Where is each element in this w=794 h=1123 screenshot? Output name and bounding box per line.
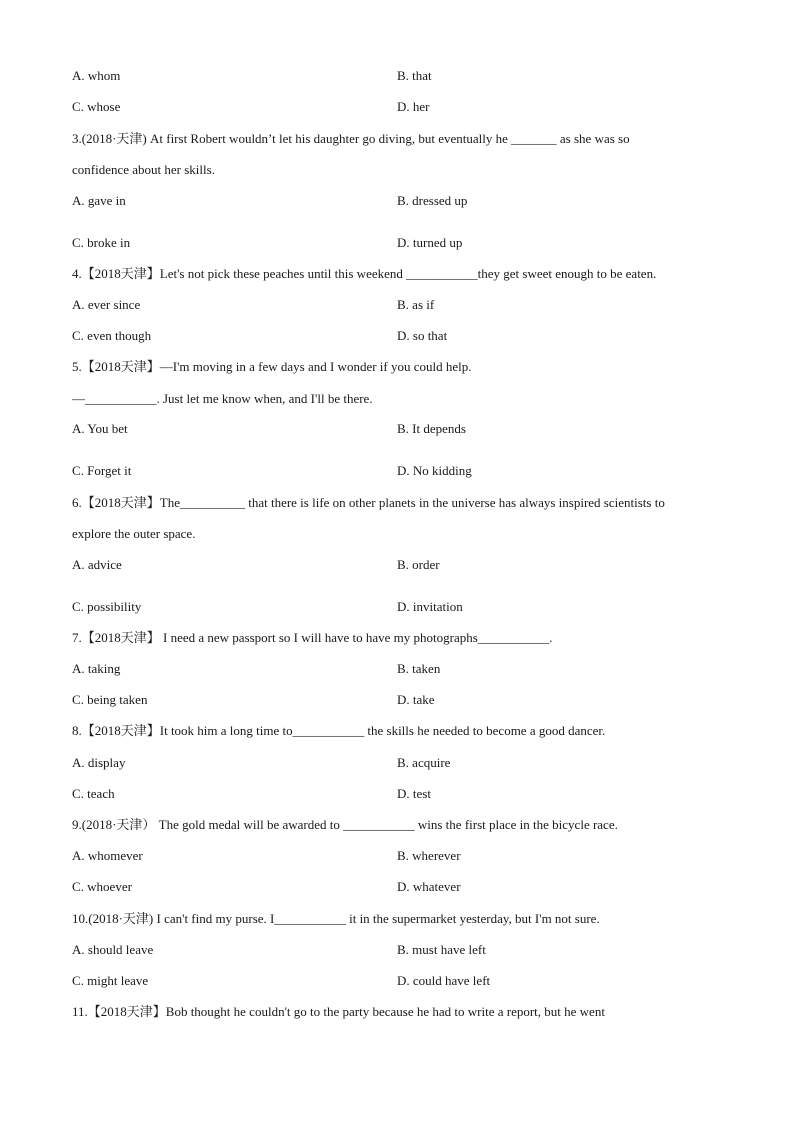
question-7-option-a: A. taking <box>72 661 121 676</box>
question-9-option-c: C. whoever <box>72 879 132 894</box>
question-3-stem-line-1: 3.(2018·天津) At first Robert wouldn’t let his daughter go diving, but eventually he _______ as she was so <box>72 131 630 146</box>
question-4-option-c: C. even though <box>72 328 152 343</box>
question-7-stem: 7.【2018天津】 I need a new passport so I will have to have my photographs___________. <box>72 630 553 645</box>
question-5-option-b: B. It depends <box>397 421 466 436</box>
question-6-option-b: B. order <box>397 557 440 572</box>
question-5-option-c: C. Forget it <box>72 463 132 478</box>
question-7-option-b: B. taken <box>397 661 441 676</box>
question-6-stem-line-1: 6.【2018天津】The__________ that there is life on other planets in the universe has always inspired scientists to <box>72 495 665 510</box>
question-8-option-b: B. acquire <box>397 755 451 770</box>
question-10-option-c: C. might leave <box>72 973 149 988</box>
question-7-option-d: D. take <box>397 692 435 707</box>
question-3-option-c: C. broke in <box>72 235 131 250</box>
question-4-option-d: D. so that <box>397 328 448 343</box>
question-5-stem-line-2: —___________. Just let me know when, and I'll be there. <box>72 391 373 406</box>
option-a: A. whom <box>72 68 121 83</box>
question-8-option-d: D. test <box>397 786 431 801</box>
option-c: C. whose <box>72 99 121 114</box>
question-5-option-d: D. No kidding <box>397 463 472 478</box>
question-5-stem-line-1: 5.【2018天津】—I'm moving in a few days and I wonder if you could help. <box>72 359 472 374</box>
question-3-option-b: B. dressed up <box>397 193 468 208</box>
question-10-option-a: A. should leave <box>72 942 154 957</box>
question-6-stem-line-2: explore the outer space. <box>72 526 196 541</box>
option-d: D. her <box>397 99 430 114</box>
question-9-stem: 9.(2018·天津） The gold medal will be awarded to ___________ wins the first place in the bicycle race. <box>72 817 618 832</box>
question-4-option-b: B. as if <box>397 297 435 312</box>
question-4-stem: 4.【2018天津】Let's not pick these peaches until this weekend ___________they get sweet enough to be eaten. <box>72 266 657 281</box>
question-11-stem: 11.【2018天津】Bob thought he couldn't go to the party because he had to write a report, but he went <box>72 1004 605 1019</box>
question-9-option-d: D. whatever <box>397 879 461 894</box>
question-8-option-a: A. display <box>72 755 126 770</box>
question-3-option-a: A. gave in <box>72 193 126 208</box>
question-3-stem-line-2: confidence about her skills. <box>72 162 215 177</box>
question-10-option-b: B. must have left <box>397 942 486 957</box>
question-9-option-a: A. whomever <box>72 848 143 863</box>
question-5-option-a: A. You bet <box>72 421 128 436</box>
question-10-option-d: D. could have left <box>397 973 491 988</box>
option-b: B. that <box>397 68 432 83</box>
question-8-stem: 8.【2018天津】It took him a long time to___________ the skills he needed to become a good dancer. <box>72 723 606 738</box>
question-6-option-a: A. advice <box>72 557 122 572</box>
question-8-option-c: C. teach <box>72 786 115 801</box>
question-3-option-d: D. turned up <box>397 235 463 250</box>
question-4-option-a: A. ever since <box>72 297 141 312</box>
question-9-option-b: B. wherever <box>397 848 461 863</box>
question-6-option-d: D. invitation <box>397 599 463 614</box>
question-10-stem: 10.(2018·天津) I can't find my purse. I___________ it in the supermarket yesterday, but I'm not sure. <box>72 911 600 926</box>
question-7-option-c: C. being taken <box>72 692 148 707</box>
question-6-option-c: C. possibility <box>72 599 142 614</box>
